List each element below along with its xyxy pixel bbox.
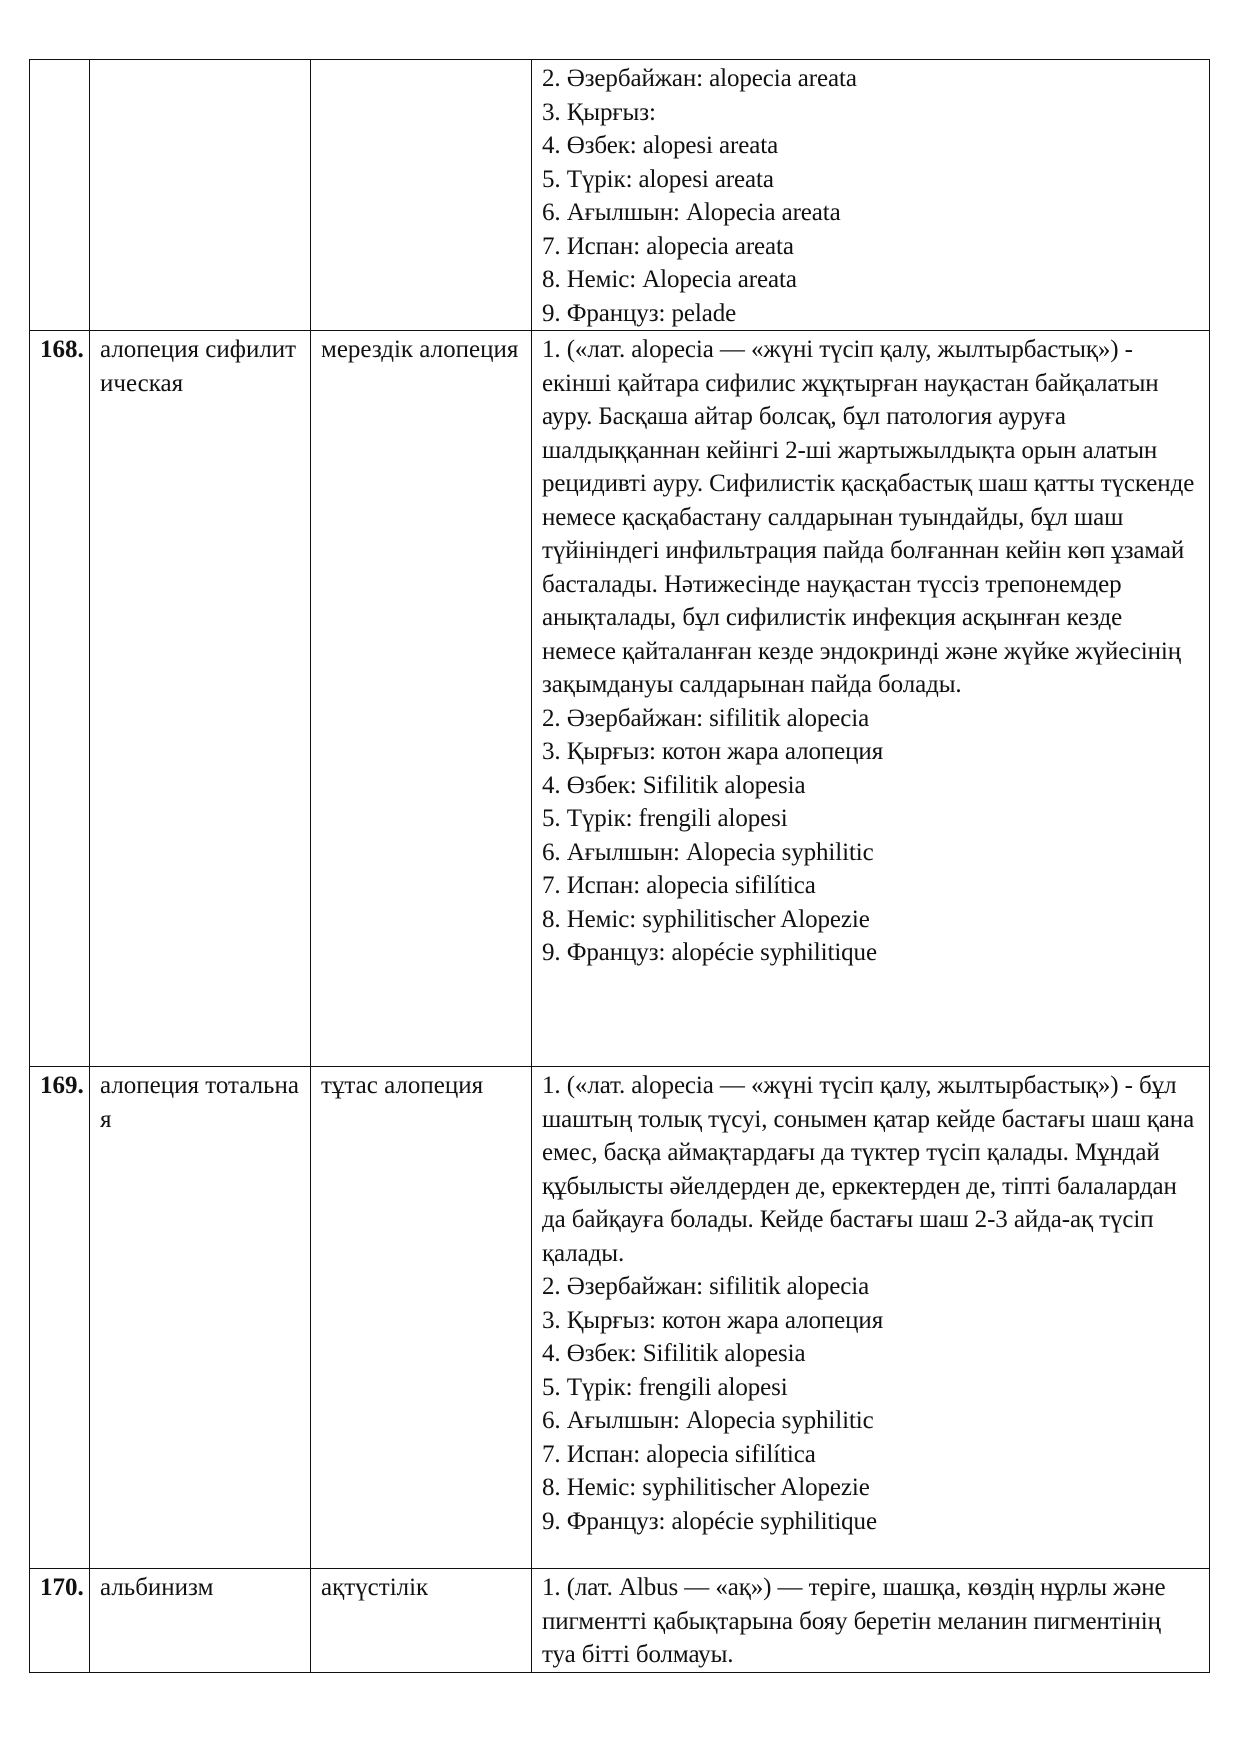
translation-spanish: 7. Испан: alopecia areata <box>542 232 794 260</box>
translation-english: 6. Ағылшын: Alopecia syphilitic <box>542 838 874 866</box>
translation-german: 8. Неміс: syphilitischer Alopezie <box>542 905 870 933</box>
definition-cell <box>532 60 1210 331</box>
translation-uzbek: 4. Өзбек: Sifilitik alopesia <box>542 771 806 799</box>
entry-number: 170. <box>30 1569 90 1673</box>
russian-term: алопеция сифилитическая <box>90 331 311 1067</box>
table-row <box>30 1569 1210 1673</box>
russian-term: алопеция тотальная <box>90 1067 311 1569</box>
table-row <box>30 331 1210 1067</box>
translation-azerbaijani: 2. Әзербайжан: alopecia areata <box>542 65 857 92</box>
translation-uzbek: 4. Өзбек: alopesi areata <box>542 132 779 159</box>
translation-uzbek: 4. Өзбек: Sifilitik alopesia <box>542 1340 806 1367</box>
translation-kyrgyz: 3. Қырғыз: котон жара алопеция <box>542 1306 884 1334</box>
translation-english: 6. Ағылшын: Alopecia areata <box>542 199 841 226</box>
translation-azerbaijani: 2. Әзербайжан: sifilitik alopecia <box>542 704 870 732</box>
translation-french: 9. Француз: alopécie syphilitique <box>542 939 877 966</box>
kazakh-term: тұтас алопеция <box>311 1067 532 1569</box>
translation-french: 9. Француз: pelade <box>542 299 737 327</box>
translation-spanish: 7. Испан: alopecia sifilítica <box>542 872 816 899</box>
translation-turkish: 5. Түрік: frengili alopesi <box>542 805 788 832</box>
definition-text: 1. («лат. alopecia — «жүні түсіп қалу, жылтырбастық») - екінші қайтара сифилис жұқтырған науқастан байқалатын ауру. Басқаша айтар болсақ, бұл патология ауруға шалдыққаннан кейінгі 2-ші жартыжылдықта орын алатын рецидивті ауру. Сифилистік қасқабастық шаш қатты түскенде немесе қасқабастану салдарынан туындайды, бұл шаш түйініндегі инфильтрация пайда болғаннан кейін көп ұзамай басталады. Нәтижесінде науқастан түссіз трепонемдер анықталады, бұл сифилистік инфекция асқынған кезде немесе қайталанған кезде эндокринді және жүйке жүйесінің зақымдануы салдарынан пайда болады. <box>542 336 1195 698</box>
translation-french: 9. Француз: alopécie syphilitique <box>542 1507 877 1535</box>
kazakh-term: ақтүстілік <box>311 1569 532 1673</box>
definition-cell <box>532 331 1210 1067</box>
russian-term <box>90 60 311 331</box>
translation-german: 8. Неміс: Alopecia areata <box>542 266 797 293</box>
kazakh-term <box>311 60 532 331</box>
table-row <box>30 1067 1210 1569</box>
definition-cell <box>532 1569 1210 1673</box>
translation-spanish: 7. Испан: alopecia sifilítica <box>542 1440 816 1468</box>
translation-turkish: 5. Түрік: frengili alopesi <box>542 1373 788 1401</box>
entry-number: 168. <box>30 331 90 1067</box>
entry-number <box>30 60 90 331</box>
russian-term: альбинизм <box>90 1569 311 1673</box>
translation-turkish: 5. Түрік: alopesi areata <box>542 165 774 193</box>
definition-cell <box>532 1067 1210 1569</box>
translation-kyrgyz: 3. Қырғыз: <box>542 98 656 126</box>
translation-azerbaijani: 2. Әзербайжан: sifilitik alopecia <box>542 1273 870 1300</box>
translation-english: 6. Ағылшын: Alopecia syphilitic <box>542 1407 874 1434</box>
entry-number: 169. <box>30 1067 90 1569</box>
translation-kyrgyz: 3. Қырғыз: котон жара алопеция <box>542 738 884 765</box>
translation-german: 8. Неміс: syphilitischer Alopezie <box>542 1474 870 1501</box>
definition-text: 1. (лат. Albus — «ақ») — теріге, шашқа, көздің нұрлы және пигментті қабықтарына бояу беретін меланин пигментінің туа бітті болмауы. <box>542 1574 1166 1668</box>
table-row <box>30 60 1210 331</box>
dictionary-table <box>29 59 1210 1673</box>
kazakh-term: мерездік алопеция <box>311 331 532 1067</box>
definition-text: 1. («лат. alopecia — «жүні түсіп қалу, жылтырбастық») - бұл шаштың толық түсуі, сонымен қатар кейде бастағы шаш қана емес, басқа аймақтардағы да түктер түсіп қалады. Мұндай құбылысты әйелдерден де, еркектерден де, тіпті балалардан да байқауға болады. Кейде бастағы шаш 2-3 айда-ақ түсіп қалады. <box>542 1072 1195 1267</box>
